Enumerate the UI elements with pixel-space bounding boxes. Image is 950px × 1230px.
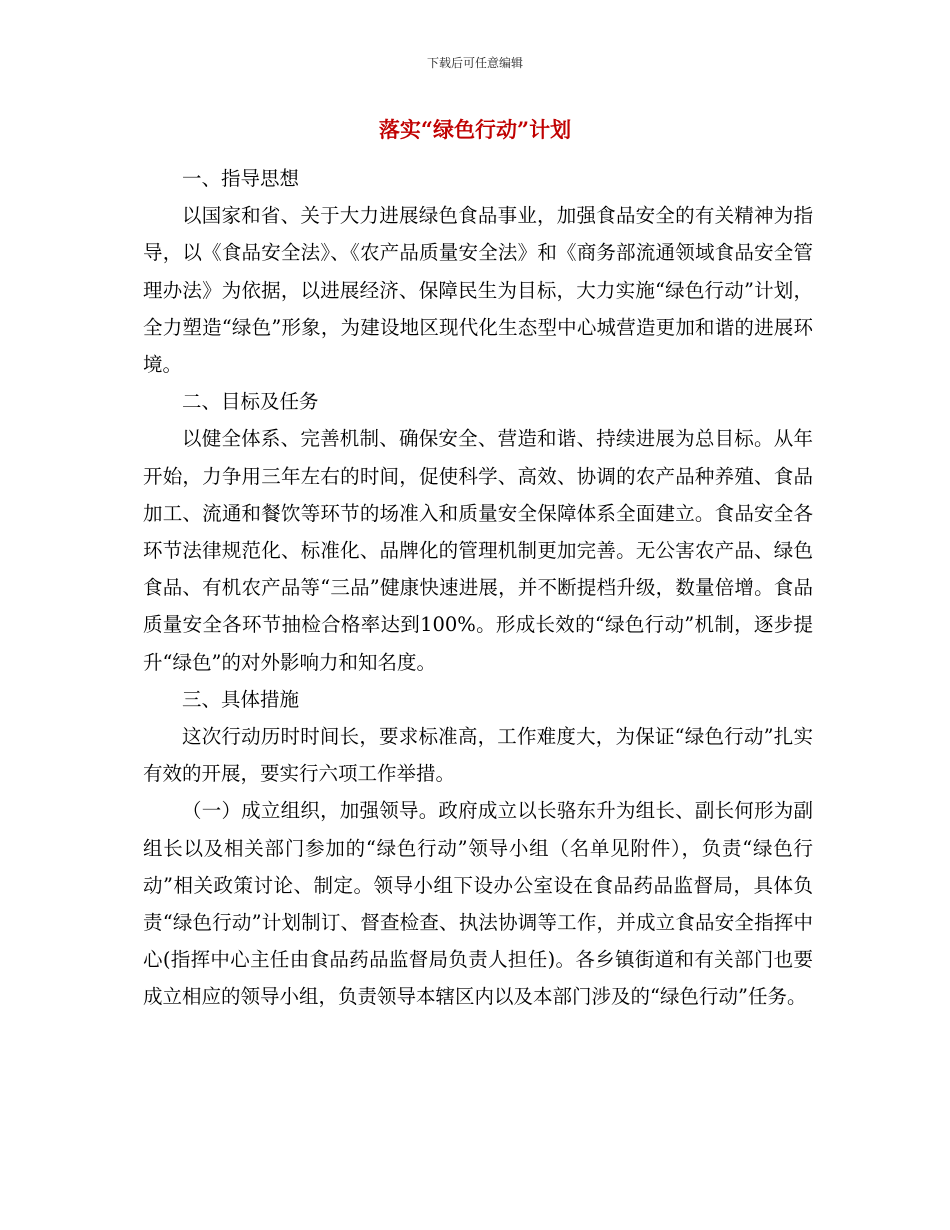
paragraph-goals: 以健全体系、完善机制、确保安全、营造和谐、持续进展为总目标。从年开始，力争用三年左右的时间，促使科学、高效、协调的农产品种养殖、食品加工、流通和餐饮等环节的场准入和质量安全保障体系全面建立。食品安全各环节法律规范化、标准化、品牌化的管理机制更加完善。无公害农产品、绿色食品、有机农产品等“三品”健康快速进展，并不断提档升级，数量倍增。食品质量安全各环节抽检合格率达到100%。形成长效的“绿色行动”机制，逐步提升“绿色”的对外影响力和知名度。 [143,427,813,674]
document-title: 落实“绿色行动”计划 [378,117,572,142]
page-header: 下载后可任意编辑 [426,56,523,70]
section-heading-2: 二、目标及任务 [182,390,319,414]
section-heading-1: 一、指导思想 [182,167,300,190]
document-body [143,160,813,1016]
paragraph-measure-1: （一）成立组织，加强领导。政府成立以长骆东升为组长、副长何形为副组长以及相关部门参加的“绿色行动”领导小组（名单见附件），负责“绿色行动”相关政策讨论、制定。领导小组下设办公室设在食品药品监督局，具体负责“绿色行动”计划制订、督查检查、执法协调等工作，并成立食品安全指挥中心(指挥中心主任由食品药品监督局负责人担任)。各乡镇街道和有关部门也要成立相应的领导小组，负责领导本辖区内以及本部门涉及的“绿色行动”任务。 [143,799,813,1009]
paragraph-guiding-thought: 以国家和省、关于大力进展绿色食品事业，加强食品安全的有关精神为指导，以《食品安全法》、《农产品质量安全法》和《商务部流通领域食品安全管理办法》为依据，以进展经济、保障民生为目标，大力实施“绿色行动”计划，全力塑造“绿色”形象，为建设地区现代化生态型中心城营造更加和谐的进展环境。 [143,204,813,377]
paragraph-measures-intro: 这次行动历时时间长，要求标准高，工作难度大，为保证“绿色行动”扎实有效的开展，要实行六项工作举措。 [143,725,813,786]
section-heading-3: 三、具体措施 [182,687,300,711]
